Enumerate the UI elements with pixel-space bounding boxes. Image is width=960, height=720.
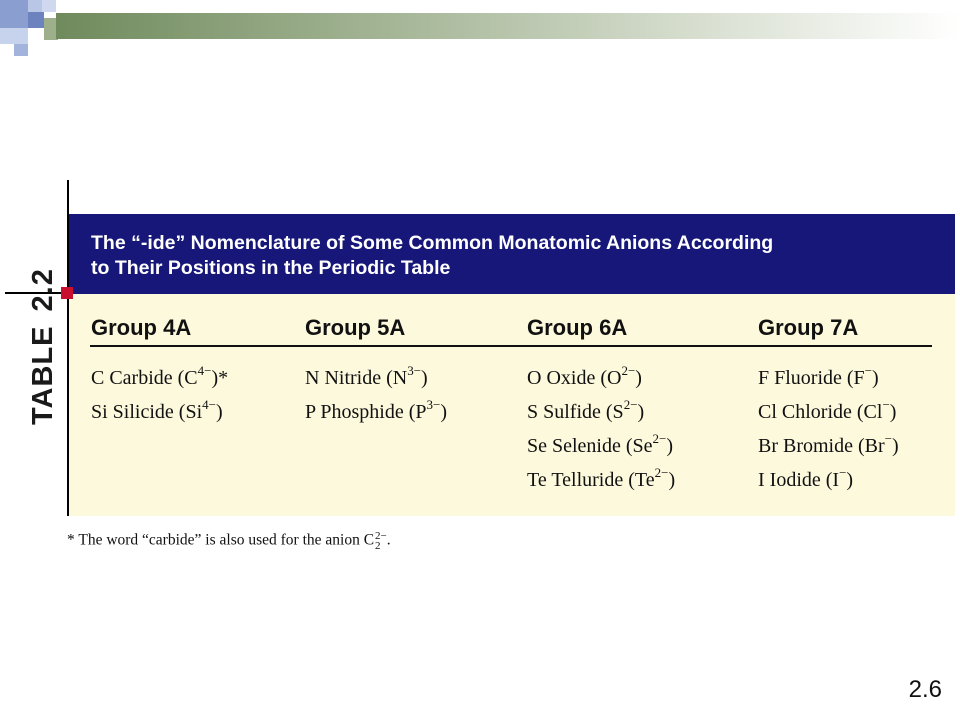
table-cell-g7-2: Br Bromide (Br−): [758, 431, 899, 457]
table-cell-g6-2: Se Selenide $(Se^{2-})$: [527, 431, 674, 457]
decor-square-blue-bottom: [14, 44, 28, 56]
decor-square-lightblue-2: [42, 0, 56, 12]
column-header-group-6a: Group 6A: [527, 315, 628, 340]
table-title-line2: to Their Positions in the Periodic Table: [91, 257, 451, 279]
table-cell-g5-0: N Nitride $(N^{3-})$: [305, 363, 428, 389]
table-vertical-rule: [67, 180, 69, 516]
decor-square-lightblue: [28, 0, 42, 12]
table-footnote: * The word “carbide” is also used for the anion C 2− 2 .: [67, 530, 391, 552]
table-cell-g4-1: Si Silicide $(Si^{4-})$: [91, 397, 223, 423]
table-cell-g6-3: Te Telluride $(Te^{2-})$: [527, 465, 676, 491]
table-cell-g7-0: F Fluoride (F−): [758, 363, 879, 389]
table-label-word: TABLE: [27, 325, 59, 425]
table-title-line1: The “-ide” Nomenclature of Some Common Monatomic Anions According: [91, 232, 774, 254]
table-side-label: [27, 175, 67, 425]
table-label-number: 2.2: [27, 268, 59, 312]
table-cell-g4-0: C Carbide $(C^{4-})*$: [91, 363, 229, 389]
column-header-group-5a: Group 5A: [305, 315, 406, 340]
column-header-group-7a: Group 7A: [758, 315, 859, 340]
table-cell-g7-1: Cl Chloride (Cl−): [758, 397, 897, 423]
table-cell-g7-3: I Iodide (I−): [758, 465, 854, 491]
table-title: [69, 214, 955, 294]
decor-square-blue-small: [28, 12, 44, 28]
table-cell-g5-1: P Phosphide $(P^{3-})$: [305, 397, 448, 423]
table-cell-g6-1: S Sulfide $(S^{2-})$: [527, 397, 645, 423]
column-header-group-4a: Group 4A: [91, 315, 192, 340]
table-cell-g6-0: O Oxide $(O^{2-})$: [527, 363, 642, 389]
decor-square-pale: [0, 28, 28, 44]
decor-square-blue-large: [0, 0, 28, 28]
decor-top-bar: [56, 13, 960, 39]
column-header-rule: [90, 345, 932, 347]
slide-page-number: 2.6: [908, 676, 942, 703]
